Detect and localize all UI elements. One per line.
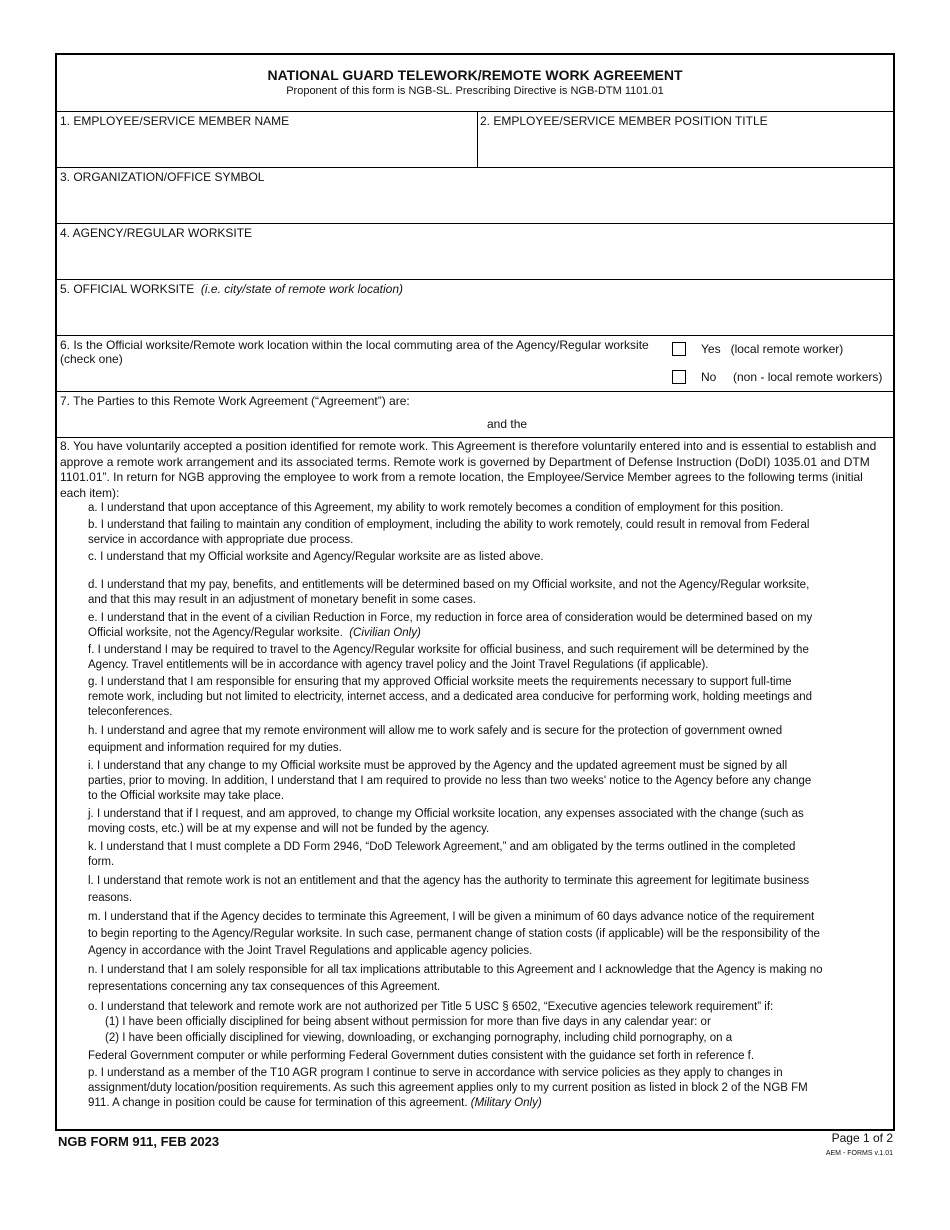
form-version: AEM - FORMS v.1.01 — [825, 1150, 893, 1157]
term-h: h. I understand and agree that my remote environment will allow me to work safely and is secure for the protection of government owned equipment and information required for my duties. — [88, 725, 783, 754]
parties-label: 7. The Parties to this Remote Work Agreement (“Agreement”) are: — [60, 394, 410, 408]
official-worksite-note: (i.e. city/state of remote work location) — [200, 282, 403, 296]
organization-label: 3. ORGANIZATION/OFFICE SYMBOL — [60, 170, 265, 184]
agency-worksite-label: 4. AGENCY/REGULAR WORKSITE — [60, 226, 253, 240]
form-frame — [55, 53, 895, 1131]
term-o: o. I understand that telework and remote work are not authorized per Title 5 USC § 6502, “Executive agencies telework requirement” if: — [88, 1001, 774, 1013]
term-o-1: (1) I have been officially disciplined for being absent without permission for more than five days in any calendar year: or — [105, 1016, 711, 1028]
term-f: f. I understand I may be required to travel to the Agency/Regular worksite for official business, and such requirement will be determined by the Agency. Travel entitlements will be in accordance with agency travel policy and the Joint Travel Regulations (if applicable). — [88, 644, 809, 671]
term-b: b. I understand that failing to maintain any condition of employment, including the ability to work remotely, could result in removal from Federal service in accordance with appropriate due process. — [88, 519, 810, 546]
yes-label: Yes (local remote worker) — [701, 342, 844, 356]
term-m: m. I understand that if the Agency decides to terminate this Agreement, I will be given a minimum of 60 days advance notice of the requirement to begin reporting to the Agency/Regular worksite. In such case, permanent change of station costs (if applicable) will be the responsibility of the Agency in accordance with the Joint Travel Regulations and applicable agency policies. — [88, 911, 820, 957]
row-6 — [57, 336, 893, 392]
row-4 — [57, 224, 893, 280]
term-g: g. I understand that I am responsible for ensuring that my approved Official worksite meets the requirements necessary to support full-time remote work, including but not limited to electricity, internet access, and a dedicated area conducive for performing work, holding meetings and teleconferences. — [88, 676, 813, 718]
term-l: l. I understand that remote work is not an entitlement and that the agency has the authority to terminate this agreement for legitimate business reasons. — [88, 875, 810, 904]
term-p: p. I understand as a member of the T10 AGR program I continue to serve in accordance with service policies as they apply to changes in assignment/duty location/position requirements. As such this agreement applies only to my current position as listed in block 2 of the NGB FM 911. A change in position could be cause for termination of this agreement. (Military Only) — [88, 1067, 808, 1109]
form-title: NATIONAL GUARD TELEWORK/REMOTE WORK AGREEMENT — [267, 67, 683, 83]
divider — [477, 112, 478, 167]
term-i: i. I understand that any change to my Official worksite must be approved by the Agency and the updated agreement must be signed by all parties, prior to moving. In addition, I understand that I am required to provide no less than two weeks' notice to the Agency before any change to the Official worksite may take place. — [88, 760, 812, 802]
row-7 — [57, 392, 893, 438]
term-c: c. I understand that my Official worksite and Agency/Regular worksite are as listed above. — [88, 551, 544, 563]
row-1-2 — [57, 112, 893, 168]
term-d: d. I understand that my pay, benefits, and entitlements will be determined based on my Official worksite, and not the Agency/Regular worksite, and that this may result in an adjustment of monetary benefit in some cases. — [88, 579, 810, 606]
no-label: No (non - local remote workers) — [701, 370, 883, 384]
term-e: e. I understand that in the event of a civilian Reduction in Force, my reduction in force area of consideration would be determined based on my Official worksite, not the Agency/Regular worksite. (Civilian Only) — [88, 612, 813, 639]
position-title-label: 2. EMPLOYEE/SERVICE MEMBER POSITION TITLE — [480, 114, 768, 128]
section-8 — [57, 438, 893, 1131]
terms-list — [88, 501, 823, 1111]
official-worksite-label: 5. OFFICIAL WORKSITE (i.e. city/state of remote work location) — [60, 282, 403, 296]
page-indicator: Page 1 of 2 — [831, 1131, 893, 1145]
form-subtitle: Proponent of this form is NGB-SL. Prescribing Directive is NGB-DTM 1101.01 — [286, 85, 664, 97]
term-j: j. I understand that if I request, and am approved, to change my Official worksite location, any expenses associated with the change (such as moving costs, etc.) will be at my expense and will not be funded by the agency. — [88, 808, 804, 835]
term-k: k. I understand that I must complete a DD Form 2946, “DoD Telework Agreement,” and am obligated by the terms outlined in the completed form. — [88, 841, 796, 868]
form-header — [57, 55, 893, 112]
section-8-intro: 8. You have voluntarily accepted a position identified for remote work. This Agreement is therefore voluntarily entered into and is essential to establish and approve a remote work arrangement and its associated terms. Remote work is governed by Department of Defense Instruction (DoDI) 1035.01 and DTM 1101.01”. In return for NGB approving the employee to work from a remote location, the Employee/Service Member agrees to the following terms (initial each item): — [60, 439, 877, 500]
term-n: n. I understand that I am solely responsible for all tax implications attributable to this Agreement and I acknowledge that the Agency is making no representations concerning any tax consequences of this Agreement. — [88, 964, 823, 993]
commuting-question: 6. Is the Official worksite/Remote work location within the local commuting area of the Agency/Regular worksite (check one) — [60, 338, 649, 366]
term-o-2: (2) I have been officially disciplined for viewing, downloading, or exchanging pornography, including child pornography, on a — [105, 1032, 733, 1044]
employee-name-label: 1. EMPLOYEE/SERVICE MEMBER NAME — [60, 114, 290, 128]
form-number: NGB FORM 911, FEB 2023 — [58, 1134, 220, 1149]
parties-and-the: and the — [487, 417, 528, 431]
row-5 — [57, 280, 893, 336]
no-checkbox[interactable] — [672, 370, 686, 384]
yes-checkbox[interactable] — [672, 342, 686, 356]
term-o-2-cont: Federal Government computer or while performing Federal Government duties consistent with the guidance set forth in reference f. — [88, 1050, 755, 1062]
term-a: a. I understand that upon acceptance of this Agreement, my ability to work remotely becomes a condition of employment for this position. — [88, 502, 784, 514]
row-3 — [57, 168, 893, 224]
